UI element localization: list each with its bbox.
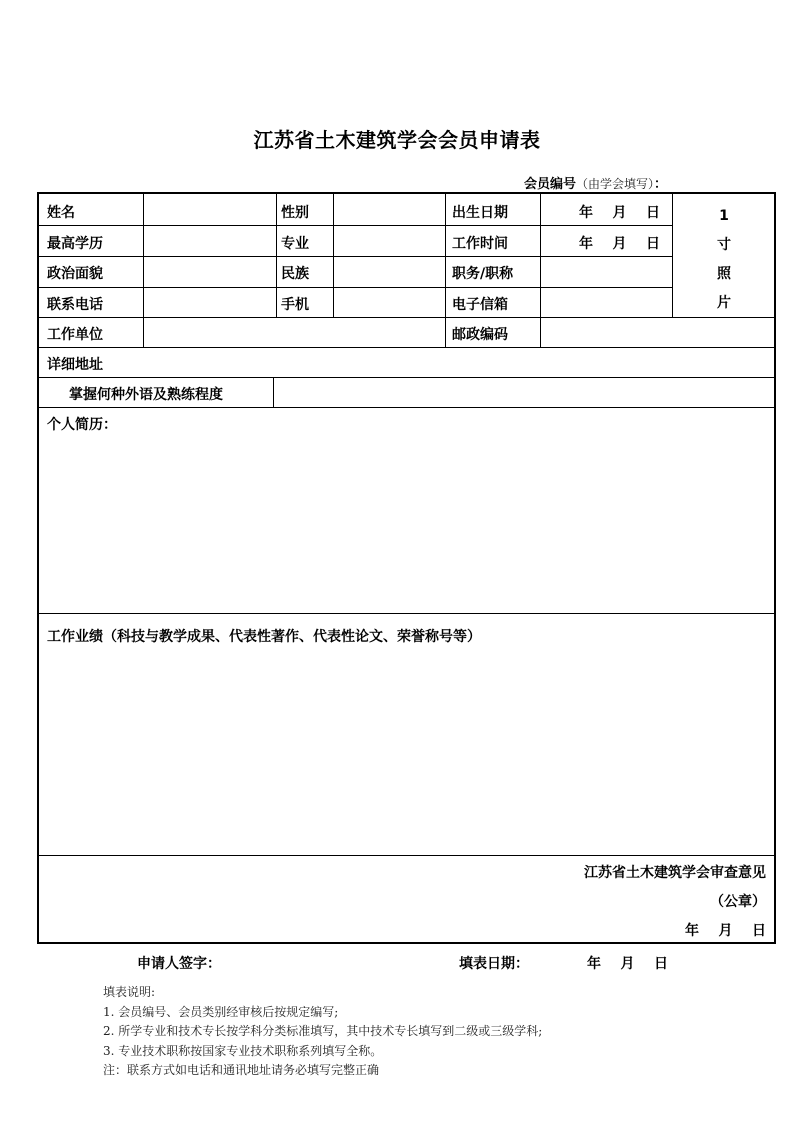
position-label: 职务/职称 bbox=[452, 266, 514, 282]
languages-label: 掌握何种外语及熟练程度 bbox=[69, 387, 223, 403]
note-item: 2. 所学专业和技术专长按学科分类标准填写，其中技术专长填写到二级或三级学科; bbox=[103, 1024, 543, 1039]
birth-date-label: 出生日期 bbox=[452, 205, 508, 221]
phone-label: 联系电话 bbox=[47, 297, 103, 313]
review-title: 江苏省土木建筑学会审查意见 bbox=[584, 865, 766, 881]
mobile-label: 手机 bbox=[281, 297, 309, 313]
resume-label: 个人简历： bbox=[47, 417, 117, 433]
address-label: 详细地址 bbox=[47, 357, 103, 373]
work-time-label: 工作时间 bbox=[452, 236, 508, 252]
politics-label: 政治面貌 bbox=[47, 266, 103, 282]
name-label: 姓名 bbox=[47, 205, 75, 221]
postcode-label: 邮政编码 bbox=[452, 327, 508, 343]
fill-date-value: 年 月 日 bbox=[587, 956, 668, 972]
photo-text-2: 寸 bbox=[717, 237, 731, 253]
work-time-value: 年 月 日 bbox=[579, 236, 660, 252]
member-number-suffix: ： bbox=[654, 177, 668, 192]
note-item: 1. 会员编号、会员类别经审核后按规定编写; bbox=[103, 1004, 339, 1019]
education-label: 最高学历 bbox=[47, 236, 103, 252]
filling-instructions bbox=[103, 983, 542, 1081]
note-item: 3. 专业技术职称按国家专业技术职称系列填写全称。 bbox=[103, 1043, 383, 1058]
review-date: 年 月 日 bbox=[685, 923, 766, 939]
notes-heading: 填表说明: bbox=[103, 985, 156, 999]
email-label: 电子信箱 bbox=[452, 297, 508, 313]
note-remark: 注：联系方式如电话和通讯地址请务必填写完整正确 bbox=[103, 1063, 380, 1078]
ethnicity-label: 民族 bbox=[281, 266, 309, 282]
photo-text-3: 照 bbox=[717, 266, 731, 282]
application-form bbox=[37, 192, 776, 944]
fill-date-label: 填表日期： bbox=[459, 956, 529, 972]
applicant-signature-label: 申请人签字： bbox=[137, 956, 221, 972]
gender-label: 性别 bbox=[281, 205, 309, 221]
page-title: 江苏省土木建筑学会会员申请表 bbox=[253, 128, 541, 152]
photo-text-1: 1 bbox=[719, 208, 729, 224]
photo-placeholder bbox=[673, 202, 775, 318]
review-seal: （公章） bbox=[710, 894, 766, 910]
member-number-note: （由学会填写） bbox=[576, 177, 655, 191]
achievements-label: 工作业绩（科技与教学成果、代表性著作、代表性论文、荣誉称号等） bbox=[47, 629, 481, 645]
member-number-label: 会员编号 bbox=[524, 177, 577, 192]
major-label: 专业 bbox=[281, 236, 309, 252]
photo-text-4: 片 bbox=[717, 295, 731, 311]
member-number bbox=[524, 173, 667, 192]
employer-label: 工作单位 bbox=[47, 327, 103, 343]
birth-date-value: 年 月 日 bbox=[579, 205, 660, 221]
